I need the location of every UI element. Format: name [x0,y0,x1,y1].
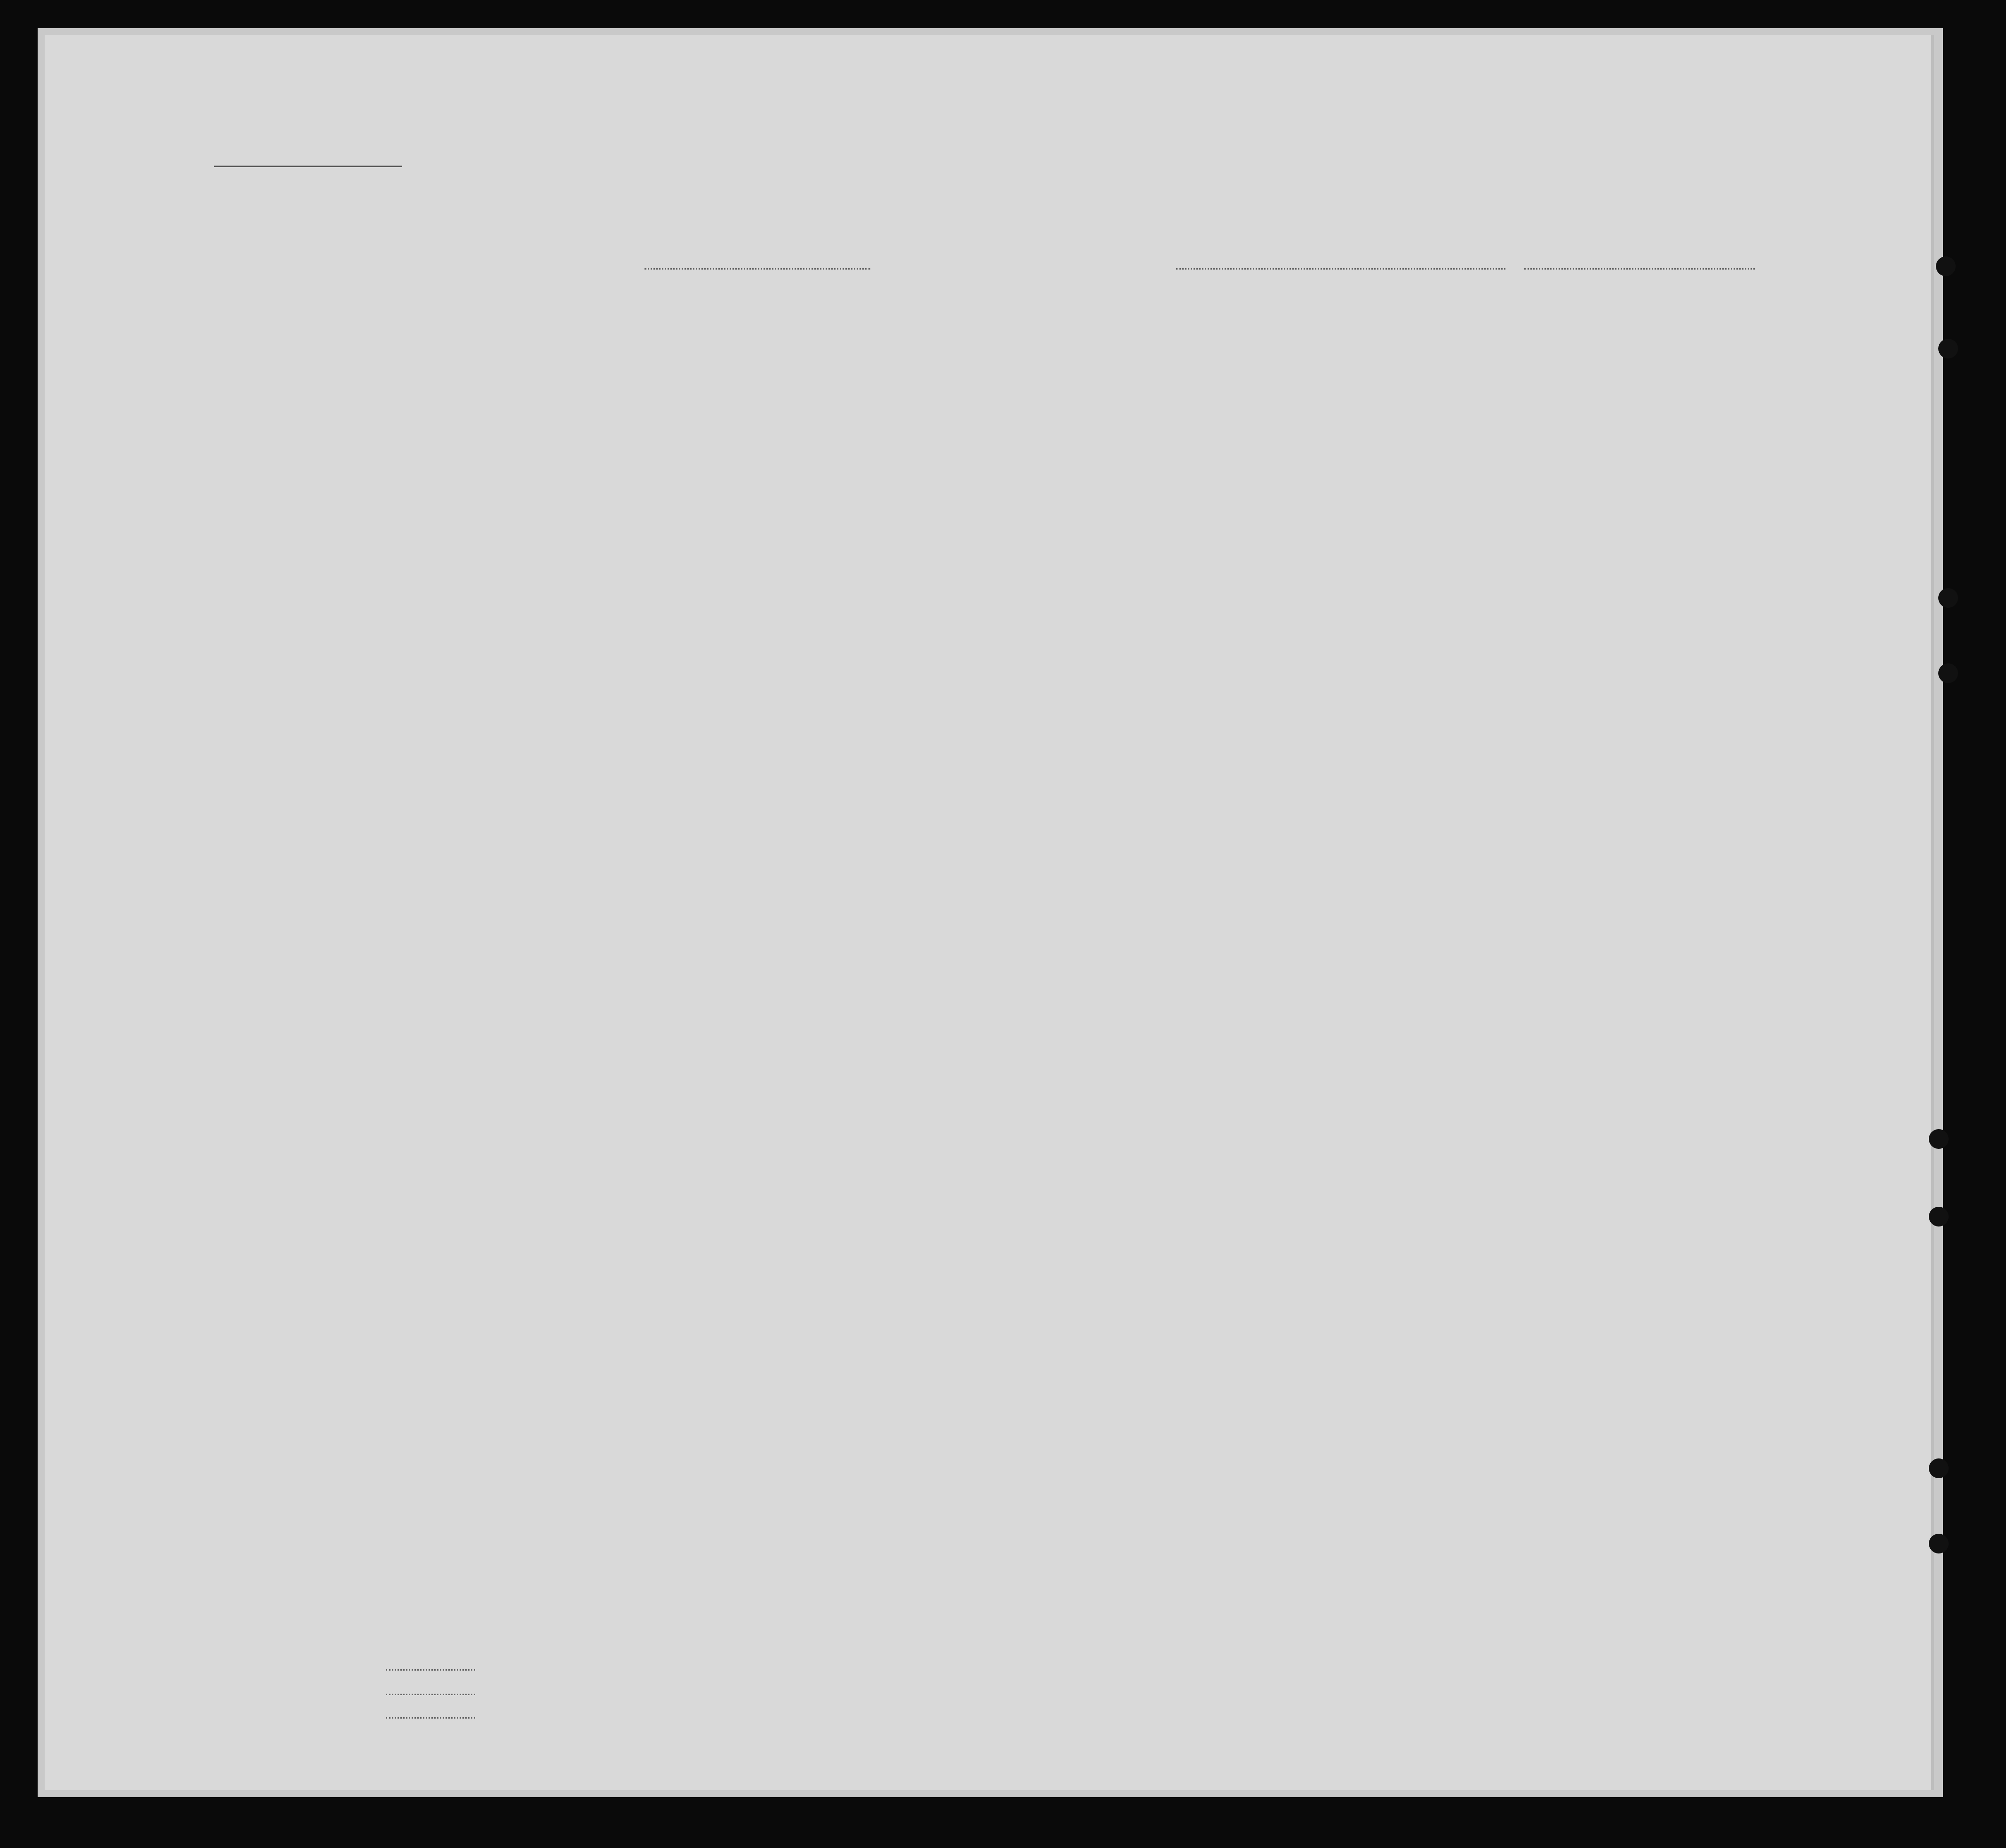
ship-line [645,268,870,270]
binder-hole [1938,663,1958,683]
list-line [214,166,402,167]
port-line [1176,268,1505,270]
binder-hole [1929,1458,1949,1478]
header-married [645,358,677,438]
binder-hole [1929,1129,1949,1149]
total-line3 [386,1717,475,1719]
total-line2 [386,1694,475,1695]
binder-hole [1929,1207,1949,1227]
date-line [1524,268,1755,270]
binder-hole [1936,256,1956,276]
manifest-sheet [45,35,1934,1790]
total-line1 [386,1669,475,1671]
binder-hole [1938,339,1958,358]
binder-hole [1938,588,1958,608]
binder-hole [1929,1534,1949,1553]
